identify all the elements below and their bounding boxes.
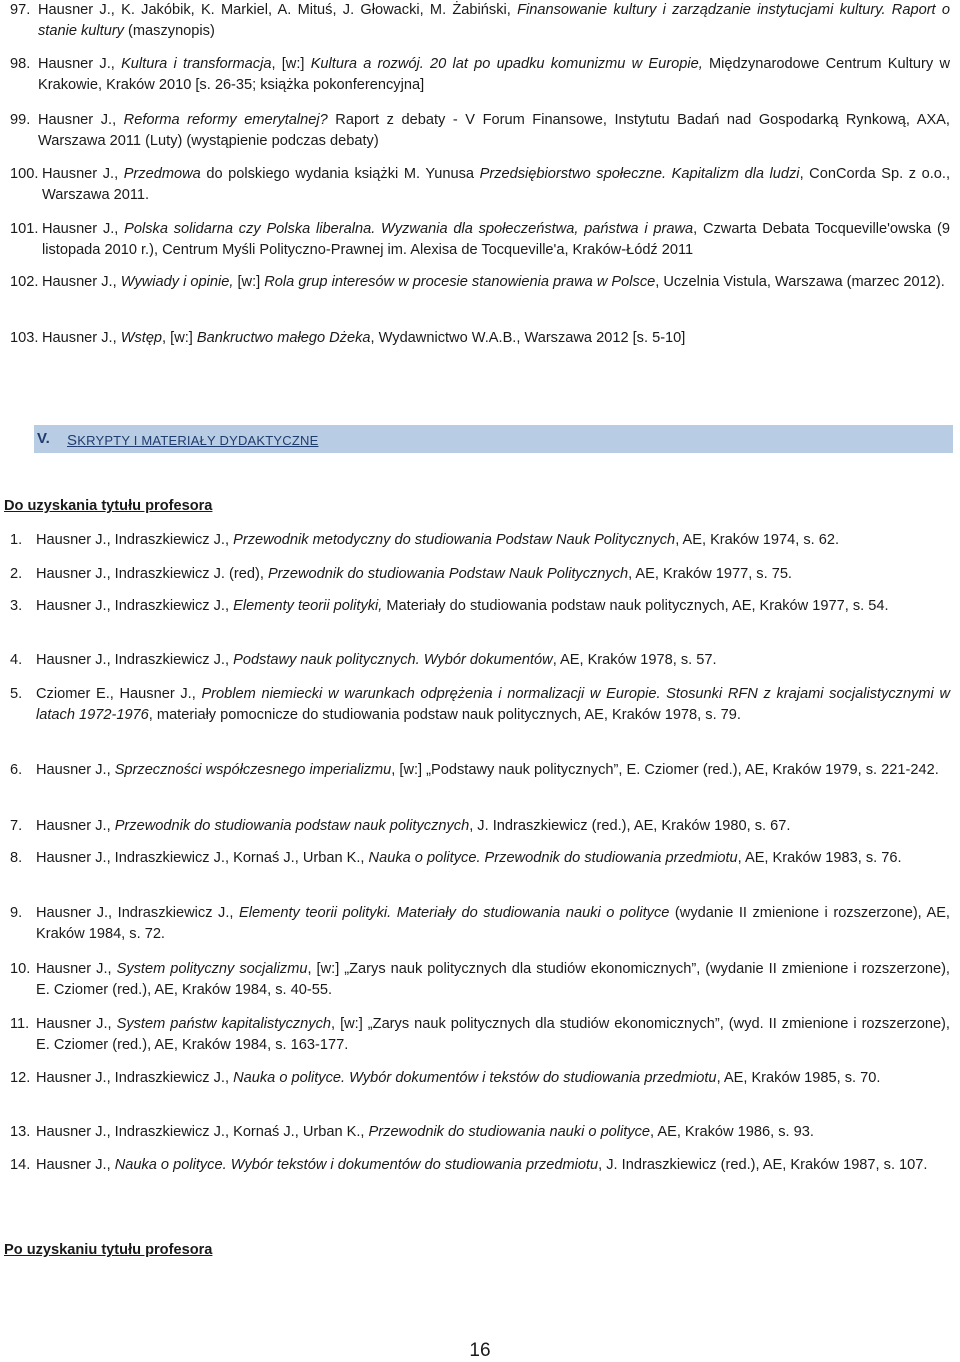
italic-title: Przedmowa: [123, 166, 201, 182]
citation-text: Hausner J.,: [36, 1016, 117, 1032]
list-item-text: [36, 816, 950, 837]
list-item-text: [42, 164, 950, 206]
citation-text: Hausner J., K. Jakóbik, K. Markiel, A. Mituś, J. Głowacki, M. Żabiński,: [38, 2, 518, 18]
citation-text: Hausner J.,: [42, 166, 124, 182]
list-item: [10, 0, 950, 42]
list-item: [10, 650, 950, 671]
list-item: [10, 1155, 950, 1176]
italic-title: Nauka o polityce. Wybór tekstów i dokumentów do studiowania przedmiotu: [114, 1157, 599, 1173]
italic-title: Kultura a rozwój. 20 lat po upadku komunizmu w Europie,: [310, 56, 703, 72]
list-item-number: 14.: [10, 1157, 31, 1173]
citation-text: , [w:] „Podstawy nauk politycznych”, E. Cziomer (red.), AE, Kraków 1979, s. 221-242.: [391, 762, 939, 778]
list-item: [10, 1122, 950, 1143]
italic-title: Nauka o polityce. Wybór dokumentów i tekstów do studiowania przedmiotu: [233, 1070, 717, 1086]
italic-title: Elementy teorii polityki. Materiały do studiowania nauki o polityce: [239, 905, 670, 921]
citation-text: , [w:]: [162, 330, 197, 346]
list-item-number: 1.: [10, 532, 23, 548]
citation-text: (wydanie II zmienione i rozszerzone), AE, Kraków 1984, s. 72.: [36, 905, 950, 942]
citation-text: Cziomer E., Hausner J.,: [36, 686, 202, 702]
citation-text: , AE, Kraków 1985, s. 70.: [716, 1070, 881, 1086]
citation-text: Hausner J., Indraszkiewicz J.,: [36, 652, 234, 668]
citation-text: , J. Indraszkiewicz (red.), AE, Kraków 1980, s. 67.: [469, 818, 791, 834]
list-item: [10, 684, 950, 726]
italic-title: Elementy teorii polityki,: [233, 598, 383, 614]
citation-text: Hausner J., Indraszkiewicz J.,: [36, 532, 234, 548]
list-item: [10, 219, 950, 261]
list-item-number: 100.: [10, 166, 39, 182]
list-item: [10, 1014, 950, 1056]
citation-text: Hausner J.,: [36, 1157, 115, 1173]
citation-text: Hausner J.,: [36, 961, 117, 977]
list-item-number: 103.: [10, 330, 39, 346]
citation-text: Hausner J.,: [42, 330, 121, 346]
list-item: [10, 848, 950, 869]
italic-title: Sprzeczności współczesnego imperializmu: [114, 762, 392, 778]
citation-text: Hausner J.,: [42, 221, 125, 237]
list-item-number: 5.: [10, 686, 23, 702]
italic-title: Przewodnik do studiowania nauki o polityce: [368, 1124, 651, 1140]
citation-text: Materiały do studiowania podstaw nauk politycznych, AE, Kraków 1977, s. 54.: [382, 598, 889, 614]
list-item-number: 2.: [10, 566, 23, 582]
list-item-text: [42, 328, 950, 349]
list-item-text: [36, 684, 950, 726]
italic-title: System państw kapitalistycznych: [116, 1016, 332, 1032]
list-item-text: [36, 1155, 950, 1176]
citation-text: , AE, Kraków 1978, s. 57.: [552, 652, 717, 668]
citation-text: , Czwarta Debata Tocqueville'owska (9 listopada 2010 r.), Centrum Myśli Polityczno-Prawnej im. Alexisa de Tocqueville'a, Kraków-Łódź 2011: [42, 221, 950, 258]
list-item-number: 8.: [10, 850, 23, 866]
citation-text: , materiały pomocnicze do studiowania podstaw nauk politycznych, AE, Kraków 1978, s. 79.: [148, 707, 741, 723]
citation-text: Hausner J., Indraszkiewicz J., Kornaś J., Urban K.,: [36, 850, 369, 866]
list-item-text: [36, 903, 950, 945]
list-item-number: 9.: [10, 905, 23, 921]
list-item: [10, 816, 950, 837]
list-item-number: 102.: [10, 274, 39, 290]
citation-text: , AE, Kraków 1977, s. 75.: [628, 566, 792, 582]
list-item-number: 10.: [10, 961, 31, 977]
list-item-number: 13.: [10, 1124, 31, 1140]
citation-text: Hausner J., Indraszkiewicz J., Kornaś J., Urban K.,: [36, 1124, 369, 1140]
page-number: 16: [469, 1340, 491, 1361]
italic-title: Przedsiębiorstwo społeczne. Kapitalizm dla ludzi: [479, 166, 800, 182]
citation-text: Hausner J., Indraszkiewicz J. (red),: [36, 566, 268, 582]
citation-text: , ConCorda Sp. z o.o., Warszawa 2011.: [42, 166, 950, 203]
list-item: [10, 1068, 950, 1089]
section-title: SKRYPTY I MATERIAŁY DYDAKTYCZNE: [67, 432, 319, 449]
list-item-number: 101.: [10, 221, 39, 237]
citation-text: Hausner J.,: [36, 818, 115, 834]
citation-text: Raport z debaty - V Forum Finansowe, Instytutu Badań nad Gospodarką Rynkową, AXA, Warszawa 2011 (Luty) (wystąpienie podczas debaty): [38, 112, 950, 149]
list-item: [10, 903, 950, 945]
list-item-text: [36, 848, 950, 869]
italic-title: Polska solidarna czy Polska liberalna. Wyzwania dla społeczeństwa, państwa i prawa: [124, 221, 694, 237]
italic-title: Problem niemiecki w warunkach odprężenia i normalizacji w Europie. Stosunki RFN z krajami socjalistycznymi w latach 1972-1976: [36, 686, 950, 723]
citation-text: Hausner J., Indraszkiewicz J.,: [36, 1070, 234, 1086]
list-item-number: 4.: [10, 652, 23, 668]
subheading-before-professorship: Do uzyskania tytułu profesora: [4, 498, 213, 514]
citation-text: Hausner J.,: [38, 56, 122, 72]
list-item: [10, 760, 950, 781]
citation-text: do polskiego wydania książki M. Yunusa: [200, 166, 480, 182]
list-item: [10, 328, 950, 349]
italic-title: Nauka o polityce. Przewodnik do studiowania przedmiotu: [368, 850, 738, 866]
list-item-text: [36, 596, 950, 617]
italic-title: Podstawy nauk politycznych. Wybór dokumentów: [233, 652, 553, 668]
citation-text: , [w:]: [271, 56, 311, 72]
list-item-number: 99.: [10, 112, 31, 128]
citation-text: , J. Indraszkiewicz (red.), AE, Kraków 1987, s. 107.: [598, 1157, 928, 1173]
citation-text: , AE, Kraków 1983, s. 76.: [737, 850, 902, 866]
list-item-text: [38, 54, 950, 96]
list-item-text: [36, 959, 950, 1001]
citation-text: [w:]: [233, 274, 265, 290]
list-item-number: 11.: [10, 1016, 30, 1032]
citation-text: , Uczelnia Vistula, Warszawa (marzec 2012).: [655, 274, 945, 290]
citation-text: Hausner J., Indraszkiewicz J.,: [36, 598, 234, 614]
list-item-text: [36, 760, 950, 781]
italic-title: Przewodnik do studiowania Podstaw Nauk Politycznych: [267, 566, 629, 582]
list-item: [10, 596, 950, 617]
citation-text: , AE, Kraków 1986, s. 93.: [650, 1124, 814, 1140]
list-item-number: 6.: [10, 762, 23, 778]
list-item-number: 97.: [10, 2, 31, 18]
list-item-text: [36, 650, 950, 671]
italic-title: Reforma reformy emerytalnej?: [123, 112, 328, 128]
italic-title: Bankructwo małego Dżeka: [196, 330, 371, 346]
list-item: [10, 564, 950, 585]
italic-title: Wywiady i opinie,: [120, 274, 234, 290]
list-item-text: [38, 0, 950, 42]
list-item-number: 3.: [10, 598, 23, 614]
list-item: [10, 164, 950, 206]
list-item-text: [36, 1068, 950, 1089]
citation-text: Międzynarodowe Centrum Kultury w Krakowie, Kraków 2010 [s. 26-35; książka pokonferencyjna]: [38, 56, 950, 93]
list-item-text: [42, 219, 950, 261]
section-number: V.: [37, 430, 50, 447]
citation-text: , [w:] „Zarys nauk politycznych dla studiów ekonomicznych”, (wydanie II zmienione i rozszerzone), E. Cziomer (red.), AE, Kraków 1984, s. 40-55.: [36, 961, 950, 998]
citation-text: Hausner J.,: [38, 112, 124, 128]
citation-text: Hausner J.,: [36, 762, 115, 778]
subheading-after-professorship: Po uzyskaniu tytułu profesora: [4, 1242, 213, 1258]
italic-title: Kultura i transformacja: [121, 56, 272, 72]
section-heading-bar: [34, 425, 953, 453]
italic-title: Przewodnik metodyczny do studiowania Podstaw Nauk Politycznych: [233, 532, 676, 548]
citation-text: , Wydawnictwo W.A.B., Warszawa 2012 [s. 5-10]: [370, 330, 686, 346]
list-item-text: [36, 1014, 950, 1056]
list-item-text: [36, 530, 950, 551]
list-item-text: [36, 1122, 950, 1143]
list-item: [10, 530, 950, 551]
list-item-number: 7.: [10, 818, 23, 834]
list-item: [10, 110, 950, 152]
list-item-text: [36, 564, 950, 585]
citation-text: , AE, Kraków 1974, s. 62.: [675, 532, 840, 548]
citation-text: (maszynopis): [123, 23, 215, 39]
italic-title: Wstęp: [120, 330, 163, 346]
list-item: [10, 959, 950, 1001]
italic-title: Finansowanie kultury i zarządzanie instytucjami kultury. Raport o stanie kultury: [38, 2, 950, 39]
list-item-text: [42, 272, 950, 293]
list-item: [10, 54, 950, 96]
list-item: [10, 272, 950, 293]
italic-title: Przewodnik do studiowania podstaw nauk politycznych: [114, 818, 470, 834]
citation-text: , [w:] „Zarys nauk politycznych dla studiów ekonomicznych”, (wyd. II zmienione i rozszerzone), E. Cziomer (red.), AE, Kraków 1984, s. 163-177.: [36, 1016, 950, 1053]
citation-text: Hausner J.,: [42, 274, 121, 290]
italic-title: System polityczny socjalizmu: [116, 961, 308, 977]
italic-title: Rola grup interesów w procesie stanowienia prawa w Polsce: [264, 274, 656, 290]
list-item-number: 12.: [10, 1070, 31, 1086]
citation-text: Hausner J., Indraszkiewicz J.,: [36, 905, 239, 921]
list-item-text: [38, 110, 950, 152]
list-item-number: 98.: [10, 56, 31, 72]
